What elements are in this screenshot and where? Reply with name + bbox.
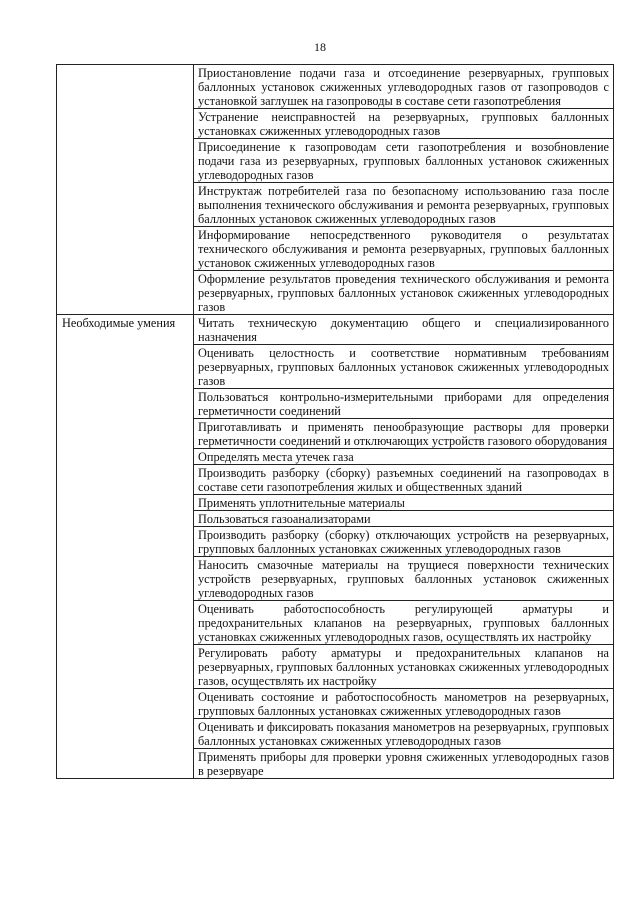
requirement-item: Определять места утечек газа (194, 449, 614, 465)
requirement-item: Производить разборку (сборку) разъемных соединений на газопроводах в составе сети газопотребления жилых и общественных зданий (194, 465, 614, 495)
requirement-item: Регулировать работу арматуры и предохранительных клапанов на резервуарных, групповых баллонных установках сжиженных углеводородных газов, осуществлять их настройку (194, 645, 614, 689)
requirement-item: Пользоваться газоанализаторами (194, 511, 614, 527)
table-body (57, 65, 614, 779)
requirement-item: Наносить смазочные материалы на трущиеся поверхности технических устройств резервуарных, групповых баллонных установок сжиженных углеводородных газов (194, 557, 614, 601)
requirement-item: Устранение неисправностей на резервуарных, групповых баллонных установках сжиженных углеводородных газов (194, 109, 614, 139)
table-row (57, 315, 614, 345)
table-row (57, 65, 614, 109)
requirement-item: Приостановление подачи газа и отсоединение резервуарных, групповых баллонных установок сжиженных углеводородных газов от газопроводов с установкой заглушек на газопроводы в составе сети газопотребления (194, 65, 614, 109)
requirement-item: Оценивать и фиксировать показания манометров на резервуарных, групповых баллонных установках сжиженных углеводородных газов (194, 719, 614, 749)
requirement-item: Производить разборку (сборку) отключающих устройств на резервуарных, групповых баллонных установках сжиженных углеводородных газов (194, 527, 614, 557)
requirement-item: Оценивать целостность и соответствие нормативным требованиям резервуарных, групповых баллонных установок сжиженных углеводородных газов (194, 345, 614, 389)
requirement-item: Инструктаж потребителей газа по безопасному использованию газа после выполнения технического обслуживания и ремонта резервуарных, групповых баллонных установок сжиженных углеводородных газов (194, 183, 614, 227)
requirement-item: Присоединение к газопроводам сети газопотребления и возобновление подачи газа из резервуарных, групповых баллонных установок сжиженных углеводородных газов (194, 139, 614, 183)
empty-label-cell (57, 65, 194, 315)
requirement-item: Применять уплотнительные материалы (194, 495, 614, 511)
requirement-item: Применять приборы для проверки уровня сжиженных углеводородных газов в резервуаре (194, 749, 614, 779)
requirement-item: Информирование непосредственного руководителя о результатах технического обслуживания и ремонта резервуарных, групповых баллонных установок сжиженных углеводородных газов (194, 227, 614, 271)
page-number: 18 (314, 40, 326, 54)
requirement-item: Оценивать работоспособность регулирующей арматуры и предохранительных клапанов на резервуарных, групповых баллонных установках сжиженных углеводородных газов, осуществлять их настройку (194, 601, 614, 645)
requirement-item: Читать техническую документацию общего и специализированного назначения (194, 315, 614, 345)
requirement-item: Пользоваться контрольно-измерительными приборами для определения герметичности соединений (194, 389, 614, 419)
requirement-item: Приготавливать и применять пенообразующие растворы для проверки герметичности соединений и отключающих устройств газового оборудования (194, 419, 614, 449)
requirement-item: Оценивать состояние и работоспособность манометров на резервуарных, групповых баллонных установках сжиженных углеводородных газов (194, 689, 614, 719)
competency-table (56, 64, 614, 779)
section-label: Необходимые умения (57, 315, 194, 779)
requirement-item: Оформление результатов проведения технического обслуживания и ремонта резервуарных, групповых баллонных установок сжиженных углеводородных газов (194, 271, 614, 315)
